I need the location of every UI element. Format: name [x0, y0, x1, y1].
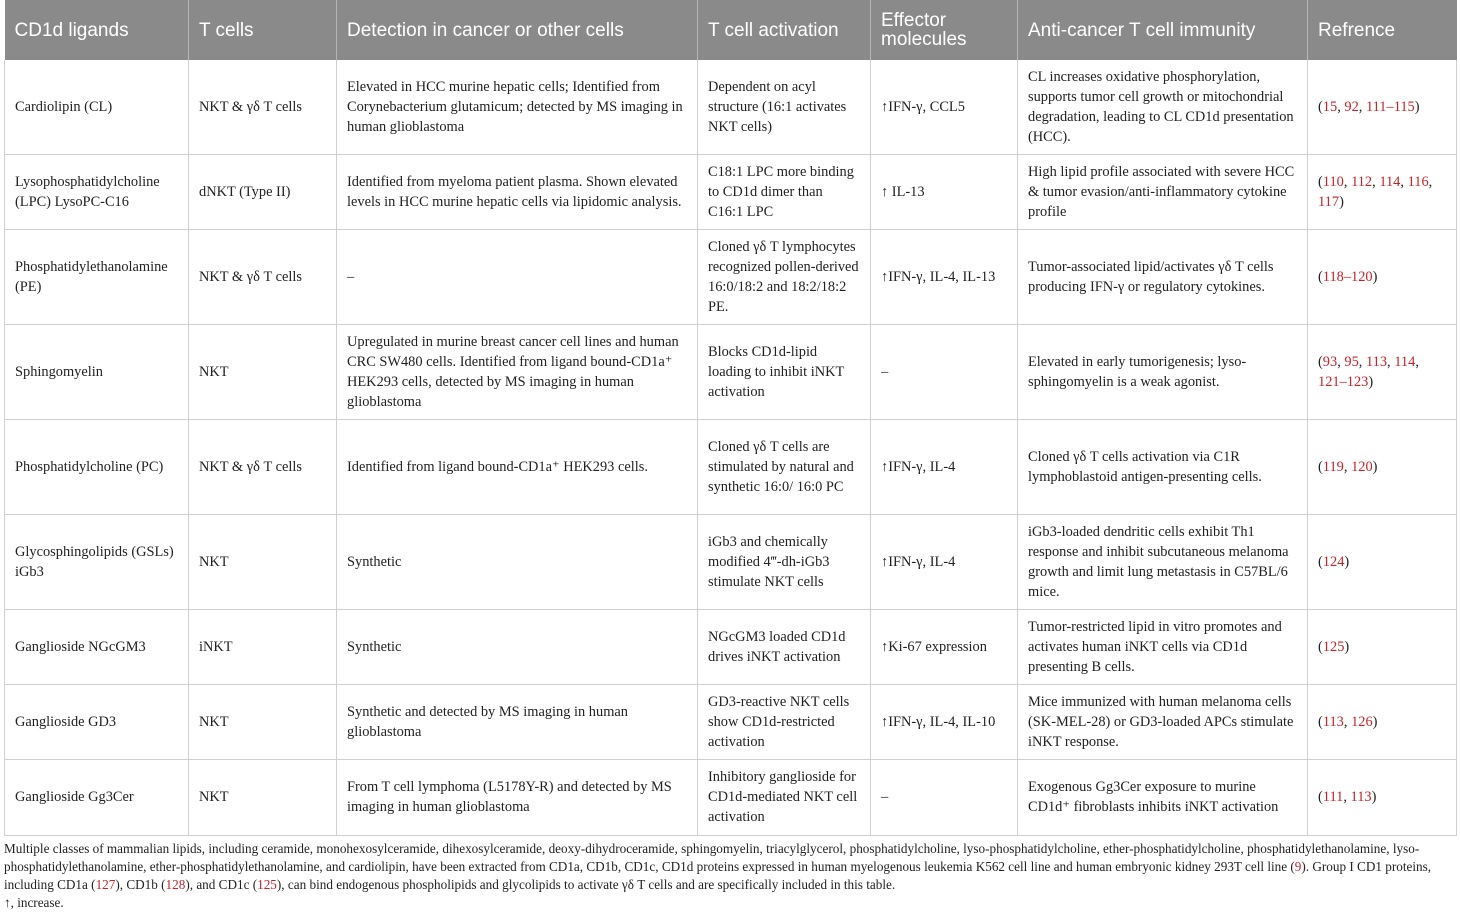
cell-t-cells: iNKT: [189, 609, 337, 684]
reference-link[interactable]: 113: [1365, 353, 1388, 370]
cell-reference: [1308, 154, 1457, 229]
cell-ligand: Phosphatidylcholine (PC): [5, 419, 189, 514]
cell-activation: Dependent on acyl structure (16:1 activates NKT cells): [698, 60, 871, 154]
reference-link[interactable]: 119: [1322, 458, 1344, 475]
reference-link[interactable]: 95: [1344, 353, 1359, 370]
table-row: [5, 759, 1457, 835]
cell-t-cells: NKT & γδ T cells: [189, 60, 337, 154]
cell-activation: C18:1 LPC more binding to CD1d dimer than C16:1 LPC: [698, 154, 871, 229]
cell-t-cells: dNKT (Type II): [189, 154, 337, 229]
header-reference: Refrence: [1308, 0, 1457, 60]
reference-link[interactable]: 9: [1294, 858, 1302, 874]
cell-ligand: Glycosphingolipids (GSLs) iGb3: [5, 514, 189, 609]
cell-effector: ↑IFN-γ, IL-4: [871, 514, 1018, 609]
table-footnote: [4, 836, 1458, 912]
header-effector: Effector molecules: [871, 0, 1018, 60]
cell-immunity: Tumor-restricted lipid in vitro promotes and activates human iNKT cells via CD1d presenting B cells.: [1018, 609, 1308, 684]
reference-link[interactable]: 111: [1322, 789, 1344, 805]
table-row: [5, 60, 1457, 154]
cell-activation: GD3-reactive NKT cells show CD1d-restricted activation: [698, 684, 871, 759]
cell-detection: Identified from myeloma patient plasma. Shown elevated levels in HCC murine hepatic cells via lipidomic analysis.: [337, 154, 698, 229]
cell-reference: [1308, 60, 1457, 154]
paren-close: ): [1344, 553, 1350, 570]
paren-open: (: [1318, 713, 1323, 730]
reference-separator: ,: [1343, 458, 1352, 475]
cell-t-cells: NKT & γδ T cells: [189, 229, 337, 324]
cell-t-cells: NKT: [189, 759, 337, 835]
cell-reference: [1308, 229, 1457, 324]
header-immunity: Anti-cancer T cell immunity: [1018, 0, 1308, 60]
paren-close: ): [1371, 789, 1377, 805]
footnote-text: ), and CD1c (: [185, 876, 258, 892]
cell-effector: ↑IFN-γ, IL-4: [871, 419, 1018, 514]
reference-link[interactable]: 125: [1322, 638, 1345, 655]
footnote-legend: ↑, increase.: [4, 894, 64, 910]
reference-link[interactable]: 92: [1344, 98, 1359, 115]
cell-detection: Identified from ligand bound-CD1a⁺ HEK293 cells.: [337, 419, 698, 514]
cell-immunity: Cloned γδ T cells activation via C1R lymphoblastoid antigen-presenting cells.: [1018, 419, 1308, 514]
footnote-text: Multiple classes of mammalian lipids, including ceramide, monohexosylceramide, dihexosylceramide, deoxy-dihydroceramide, sphingomyelin, triacylglycerol, phosphatidylcholine, lyso-phosphatidylcholine, ether-phosphatidylcholine, phosphatidylethanolamine, lyso-phosphatidylethanolamine, ether-phosphatidylethanolamine, and cardiolipin, have been extracted from CD1a, CD1b, CD1c, CD1d proteins expressed in human myelogenous leukemia K562 cell line and human embryonic kidney 293T cell line (: [4, 840, 1420, 874]
paren-close: ): [1344, 638, 1350, 655]
reference-link[interactable]: 113: [1322, 713, 1344, 730]
cell-detection: Synthetic: [337, 514, 698, 609]
cell-activation: NGcGM3 loaded CD1d drives iNKT activation: [698, 609, 871, 684]
reference-separator: ,: [1372, 173, 1380, 190]
reference-separator: ,: [1343, 173, 1352, 190]
cell-effector: –: [871, 324, 1018, 419]
cell-reference: [1308, 419, 1457, 514]
cell-immunity: Mice immunized with human melanoma cells (SK-MEL-28) or GD3-loaded APCs stimulate iNKT response.: [1018, 684, 1308, 759]
reference-separator: ,: [1337, 98, 1345, 115]
header-cd1d-ligands: CD1d ligands: [5, 0, 189, 60]
paren-close: ): [1372, 713, 1378, 730]
cell-immunity: High lipid profile associated with severe HCC & tumor evasion/anti-inflammatory cytokine profile: [1018, 154, 1308, 229]
cell-activation: Cloned γδ T lymphocytes recognized pollen-derived 16:0/18:2 and 18:2/18:2 PE.: [698, 229, 871, 324]
reference-link[interactable]: 93: [1322, 353, 1338, 370]
table-row: [5, 419, 1457, 514]
paren-open: (: [1318, 173, 1323, 190]
reference-link[interactable]: 127: [95, 876, 116, 892]
reference-link[interactable]: 111–115: [1365, 98, 1415, 115]
cell-t-cells: NKT: [189, 324, 337, 419]
paren-open: (: [1318, 789, 1323, 805]
cell-immunity: Elevated in early tumorigenesis; lyso-sphingomyelin is a weak agonist.: [1018, 324, 1308, 419]
cell-effector: ↑Ki-67 expression: [871, 609, 1018, 684]
cell-t-cells: NKT: [189, 514, 337, 609]
reference-separator: ,: [1337, 353, 1345, 370]
reference-link[interactable]: 112: [1351, 173, 1373, 190]
reference-separator: ,: [1343, 789, 1351, 805]
paren-close: ): [1372, 458, 1378, 475]
cell-effector: ↑IFN-γ, IL-4, IL-13: [871, 229, 1018, 324]
cell-immunity: Tumor-associated lipid/activates γδ T cells producing IFN-γ or regulatory cytokines.: [1018, 229, 1308, 324]
reference-separator: ,: [1387, 353, 1395, 370]
table-row: [5, 154, 1457, 229]
reference-link[interactable]: 15: [1322, 98, 1338, 115]
cell-reference: [1308, 684, 1457, 759]
cell-effector: ↑ IL-13: [871, 154, 1018, 229]
reference-separator: ,: [1415, 353, 1419, 370]
footnote-text: ), can bind endogenous phospholipids and glycolipids to activate γδ T cells and are specifically included in this table.: [276, 876, 896, 892]
cell-detection: Synthetic: [337, 609, 698, 684]
cell-reference: [1308, 759, 1457, 835]
reference-link[interactable]: 113: [1350, 789, 1372, 805]
cell-t-cells: NKT & γδ T cells: [189, 419, 337, 514]
paren-open: (: [1318, 353, 1323, 370]
reference-separator: ,: [1343, 713, 1352, 730]
footnote-text: ). Group I CD1 proteins, including CD1a (: [4, 858, 1432, 892]
cell-ligand: Ganglioside GD3: [5, 684, 189, 759]
table-row: [5, 514, 1457, 609]
cell-immunity: iGb3-loaded dendritic cells exhibit Th1 response and inhibit subcutaneous melanoma growth and limit lung metastasis in C57BL/6 mice.: [1018, 514, 1308, 609]
paren-open: (: [1318, 98, 1323, 115]
cell-detection: Upregulated in murine breast cancer cell lines and human CRC SW480 cells. Identified from ligand bound-CD1a⁺ HEK293 cells, detected by MS imaging in human glioblastoma: [337, 324, 698, 419]
table-row: [5, 324, 1457, 419]
reference-link[interactable]: 110: [1322, 173, 1344, 190]
reference-link[interactable]: 116: [1407, 173, 1429, 190]
reference-separator: ,: [1358, 98, 1366, 115]
cell-activation: Blocks CD1d-lipid loading to inhibit iNKT activation: [698, 324, 871, 419]
cell-effector: ↑IFN-γ, IL-4, IL-10: [871, 684, 1018, 759]
footnote-text: ), CD1b (: [115, 876, 166, 892]
reference-link[interactable]: 121–123: [1318, 373, 1369, 390]
reference-link[interactable]: 126: [1351, 713, 1373, 730]
reference-link[interactable]: 120: [1351, 458, 1373, 475]
cell-reference: [1308, 609, 1457, 684]
header-row: [5, 0, 1457, 60]
header-activation: T cell activation: [698, 0, 871, 60]
cell-ligand: Sphingomyelin: [5, 324, 189, 419]
reference-link[interactable]: 118–120: [1322, 268, 1373, 285]
cell-ligand: Cardiolipin (CL): [5, 60, 189, 154]
cell-reference: [1308, 324, 1457, 419]
table-row: [5, 609, 1457, 684]
cell-immunity: CL increases oxidative phosphorylation, supports tumor cell growth or mitochondrial degradation, leading to CL CD1d presentation (HCC).: [1018, 60, 1308, 154]
cell-ligand: Ganglioside NGcGM3: [5, 609, 189, 684]
header-t-cells: T cells: [189, 0, 337, 60]
paren-open: (: [1318, 268, 1323, 285]
cell-reference: [1308, 514, 1457, 609]
paren-open: (: [1318, 458, 1323, 475]
reference-separator: ,: [1358, 353, 1366, 370]
paren-open: (: [1318, 553, 1323, 570]
cell-detection: –: [337, 229, 698, 324]
table-body: [5, 60, 1457, 835]
cell-activation: Inhibitory ganglioside for CD1d-mediated NKT cell activation: [698, 759, 871, 835]
table-row: [5, 229, 1457, 324]
cell-ligand: Lysophosphatidylcholine (LPC) LysoPC-C16: [5, 154, 189, 229]
cell-detection: Elevated in HCC murine hepatic cells; Identified from Corynebacterium glutamicum; detected by MS imaging in human glioblastoma: [337, 60, 698, 154]
lipid-ligand-table: [4, 0, 1457, 836]
cell-detection: From T cell lymphoma (L5178Y-R) and detected by MS imaging in human glioblastoma: [337, 759, 698, 835]
cell-effector: –: [871, 759, 1018, 835]
footnote-paragraph: [4, 840, 1456, 894]
paren-close: ): [1414, 98, 1420, 115]
cell-activation: iGb3 and chemically modified 4‴-dh-iGb3 stimulate NKT cells: [698, 514, 871, 609]
reference-link[interactable]: 125: [257, 876, 277, 892]
reference-link[interactable]: 114: [1394, 353, 1416, 370]
reference-link[interactable]: 117: [1318, 193, 1340, 210]
reference-link[interactable]: 128: [165, 876, 186, 892]
reference-separator: ,: [1428, 173, 1433, 190]
paren-close: ): [1372, 268, 1378, 285]
cell-effector: ↑IFN-γ, CCL5: [871, 60, 1018, 154]
table-container: [4, 0, 1460, 912]
reference-separator: ,: [1400, 173, 1408, 190]
header-detection: Detection in cancer or other cells: [337, 0, 698, 60]
cell-ligand: Ganglioside Gg3Cer: [5, 759, 189, 835]
cell-immunity: Exogenous Gg3Cer exposure to murine CD1d⁺ fibroblasts inhibits iNKT activation: [1018, 759, 1308, 835]
paren-open: (: [1318, 638, 1323, 655]
cell-activation: Cloned γδ T cells are stimulated by natural and synthetic 16:0/ 16:0 PC: [698, 419, 871, 514]
cell-t-cells: NKT: [189, 684, 337, 759]
cell-detection: Synthetic and detected by MS imaging in human glioblastoma: [337, 684, 698, 759]
reference-link[interactable]: 124: [1322, 553, 1345, 570]
paren-close: ): [1339, 193, 1344, 210]
table-row: [5, 684, 1457, 759]
cell-ligand: Phosphatidylethanolamine (PE): [5, 229, 189, 324]
reference-link[interactable]: 114: [1379, 173, 1401, 190]
paren-close: ): [1368, 373, 1374, 390]
